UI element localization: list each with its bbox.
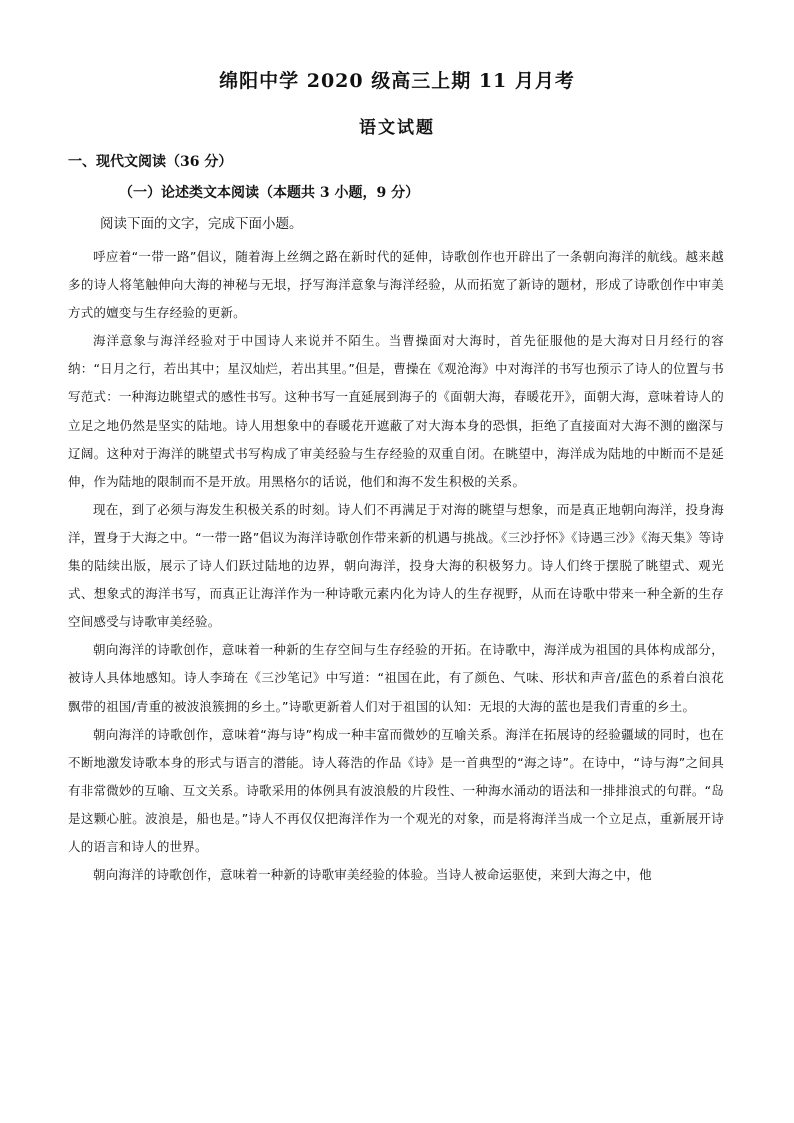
passage-paragraph: 朝向海洋的诗歌创作，意味着一种新的诗歌审美经验的体验。当诗人被命运驱使，来到大海之中，他 — [93, 867, 652, 883]
passage-paragraph: 海洋意象与海洋经验对于中国诗人来说并不陌生。当曹操面对大海时，首先征服他的是大海对日月经行的容纳：“日月之行，若出其中；星汉灿烂，若出其里。”但是，曹操在《观沧海》中对海洋的书写也预示了诗人的位置与书写范式：一种海边眺望式的感性书写。这种书写一直延展到海子的《面朝大海，春暖花开》，面朝大海，意味着诗人的立足之地仍然是坚实的陆地。诗人用想象中的春暖花开遮蔽了对大海本身的恐惧，拒绝了直接面对大海不测的幽深与辽阔。这种对于海洋的眺望式书写构成了审美经验与生存经验的双重自闭。在眺望中，海洋成为陆地的中断而不是延伸，作为陆地的限制而不是开放。用黑格尔的话说，他们和海不发生积极的关系。 — [68, 333, 724, 489]
passage-paragraph: 呼应着“一带一路”倡议，随着海上丝绸之路在新时代的延伸，诗歌创作也开辟出了一条朝向海洋的航线。越来越多的诗人将笔触伸向大海的神秘与无垠，抒写海洋意象与海洋经验，从而拓宽了新诗的题材，形成了诗歌创作中审美方式的嬗变与生存经验的更新。 — [68, 249, 724, 321]
page-subtitle: 语文试题 — [359, 118, 435, 138]
section-heading: 一、现代文阅读（36 分） — [68, 154, 233, 170]
passage-paragraph: 现在，到了必须与海发生积极关系的时刻。诗人们不再满足于对海的眺望与想象，而是真正地朝向海洋，投身海洋，置身于大海之中。“一带一路”倡议为海洋诗歌创作带来新的机遇与挑战。《三沙抒怀》《诗遇三沙》《海天集》等诗集的陆续出版，展示了诗人们跃过陆地的边界，朝向海洋，投身大海的积极努力。诗人们终于摆脱了眺望式、观光式、想象式的海洋书写，而真正让海洋作为一种诗歌元素内化为诗人的生存视野，从而在诗歌中带来一种全新的生存空间感受与诗歌审美经验。 — [68, 501, 724, 630]
passage-paragraph: 朝向海洋的诗歌创作，意味着“海与诗”构成一种丰富而微妙的互喻关系。海洋在拓展诗的经验疆域的同时，也在不断地激发诗歌本身的形式与语言的潜能。诗人蒋浩的作品《诗》是一首典型的“海之诗”。在诗中，“诗与海”之间具有非常微妙的互喻、互文关系。诗歌采用的体例具有波浪般的片段性、一种海水涌动的语法和一排排浪式的句群。“岛是这颗心脏。波浪是，船也是。”诗人不再仅仅把海洋作为一个观光的对象，而是将海洋当成一个立足点，重新展开诗人的语言和诗人的世界。 — [68, 726, 724, 854]
reading-instruction: 阅读下面的文字，完成下面小题。 — [100, 216, 303, 232]
passage-body — [68, 243, 724, 889]
passage-paragraph: 朝向海洋的诗歌创作，意味着一种新的生存空间与生存经验的开拓。在诗歌中，海洋成为祖国的具体构成部分，被诗人具体地感知。诗人李琦在《三沙笔记》中写道：“祖国在此，有了颜色、气味、形状和声音/蓝色的系着白浪花飘带的祖国/青重的被波浪簇拥的乡土。”诗歌更新着人们对于祖国的认知：无垠的大海的蓝也是我们青重的乡土。 — [68, 642, 724, 714]
page-title: 绵阳中学 2020 级高三上期 11 月月考 — [219, 70, 575, 92]
subsection-heading: （一）论述类文本阅读（本题共 3 小题，9 分） — [119, 185, 420, 201]
